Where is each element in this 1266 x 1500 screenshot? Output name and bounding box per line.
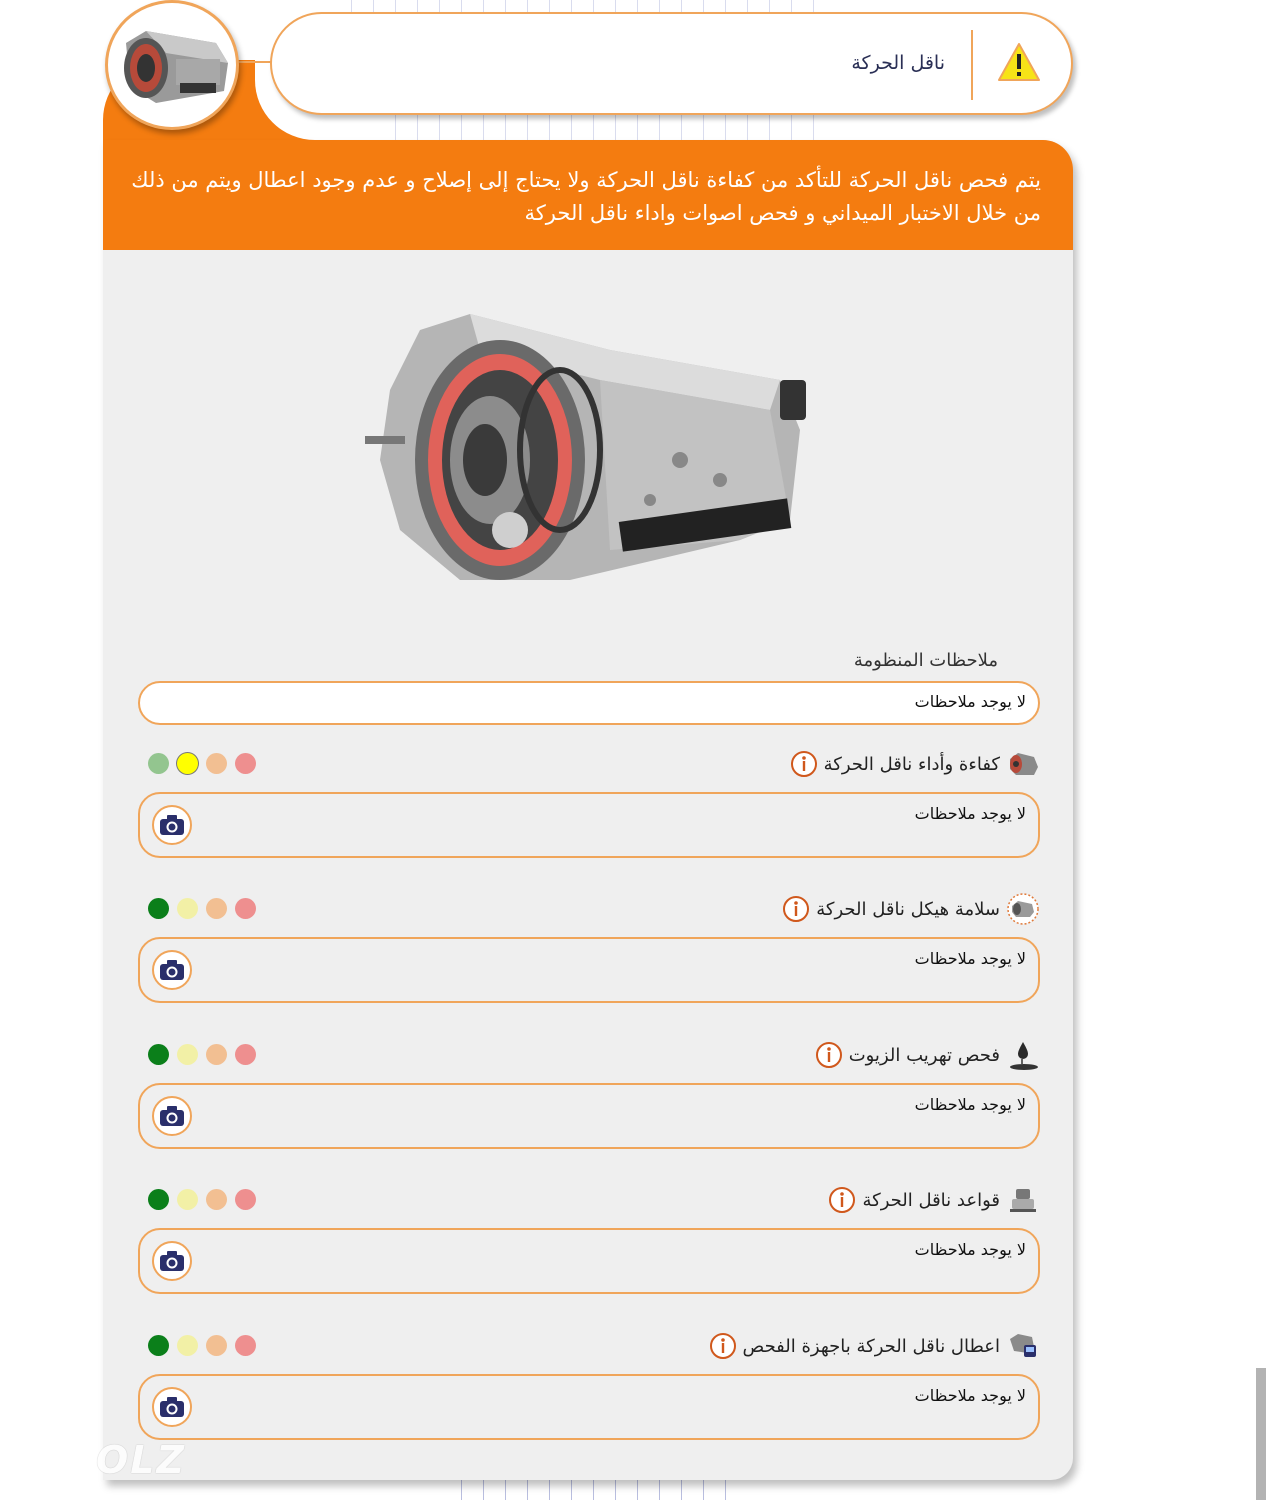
- rating-yellow[interactable]: [177, 1044, 198, 1065]
- note-value: لا يوجد ملاحظات: [914, 804, 1026, 823]
- background-pattern-bottom: [440, 1478, 740, 1500]
- rating-selector: [148, 1335, 256, 1356]
- info-icon[interactable]: [815, 1041, 843, 1069]
- section-title: ناقل الحركة: [851, 52, 945, 74]
- scrollbar-thumb[interactable]: [1256, 1368, 1266, 1500]
- inspection-item: [138, 746, 1040, 886]
- note-value: لا يوجد ملاحظات: [914, 1240, 1026, 1259]
- item-label: كفاءة وأداء ناقل الحركة: [823, 753, 1000, 775]
- oil-drop-icon: [1006, 1038, 1040, 1072]
- rating-orange[interactable]: [206, 753, 227, 774]
- transmission-thumbnail: [105, 0, 239, 130]
- system-notes-label: ملاحظات المنظومة: [853, 650, 998, 671]
- rating-selector: [148, 898, 256, 919]
- rating-orange[interactable]: [206, 1044, 227, 1065]
- rating-orange[interactable]: [206, 1335, 227, 1356]
- info-icon[interactable]: [790, 750, 818, 778]
- rating-red[interactable]: [235, 1044, 256, 1065]
- diagnostic-device-icon: [1006, 1329, 1040, 1363]
- rating-yellow[interactable]: [177, 898, 198, 919]
- item-label: فحص تهريب الزيوت: [848, 1044, 1000, 1066]
- rating-green[interactable]: [148, 1189, 169, 1210]
- camera-button[interactable]: [152, 1096, 192, 1136]
- rating-red[interactable]: [235, 898, 256, 919]
- note-field[interactable]: [138, 1374, 1040, 1440]
- rating-selector: [148, 1189, 256, 1210]
- rating-yellow[interactable]: [177, 1335, 198, 1356]
- item-label: سلامة هيكل ناقل الحركة: [816, 898, 1000, 920]
- inspection-item: [138, 1037, 1040, 1177]
- banner-description: يتم فحص ناقل الحركة للتأكد من كفاءة ناقل الحركة ولا يحتاج إلى إصلاح و عدم وجود اعطال ويتم من ذلك من خلال الاختبار الميداني و فحص اصوات واداء ناقل الحركة: [131, 168, 1041, 225]
- rating-red[interactable]: [235, 753, 256, 774]
- system-notes-value: لا يوجد ملاحظات: [914, 692, 1026, 711]
- rating-red[interactable]: [235, 1335, 256, 1356]
- camera-button[interactable]: [152, 1241, 192, 1281]
- note-field[interactable]: [138, 937, 1040, 1003]
- camera-icon: [159, 1250, 185, 1272]
- rating-green[interactable]: [148, 1044, 169, 1065]
- rating-orange[interactable]: [206, 1189, 227, 1210]
- rating-orange[interactable]: [206, 898, 227, 919]
- info-icon[interactable]: [828, 1186, 856, 1214]
- note-value: لا يوجد ملاحظات: [914, 1386, 1026, 1405]
- note-value: لا يوجد ملاحظات: [914, 1095, 1026, 1114]
- transmission-body-icon: [1006, 892, 1040, 926]
- inspection-item: [138, 891, 1040, 1031]
- rating-yellow[interactable]: [177, 753, 198, 774]
- mount-icon: [1006, 1183, 1040, 1217]
- item-label: قواعد ناقل الحركة: [862, 1189, 1000, 1211]
- warning-triangle-icon: [997, 42, 1041, 82]
- info-icon[interactable]: [782, 895, 810, 923]
- rating-selector: [148, 1044, 256, 1065]
- rating-red[interactable]: [235, 1189, 256, 1210]
- transmission-thumbnail-icon: [108, 3, 239, 130]
- note-value: لا يوجد ملاحظات: [914, 949, 1026, 968]
- rating-green[interactable]: [148, 753, 169, 774]
- inspection-item: [138, 1328, 1040, 1468]
- note-field[interactable]: [138, 1083, 1040, 1149]
- item-label: اعطال ناقل الحركة باجهزة الفحص: [742, 1335, 1000, 1357]
- note-field[interactable]: [138, 792, 1040, 858]
- rating-green[interactable]: [148, 898, 169, 919]
- info-icon[interactable]: [709, 1332, 737, 1360]
- rating-selector: [148, 753, 256, 774]
- description-banner: [103, 140, 1073, 250]
- camera-icon: [159, 814, 185, 836]
- camera-icon: [159, 959, 185, 981]
- camera-icon: [159, 1396, 185, 1418]
- transmission-cutaway-image: [360, 310, 810, 595]
- note-field[interactable]: [138, 1228, 1040, 1294]
- camera-button[interactable]: [152, 1387, 192, 1427]
- camera-button[interactable]: [152, 950, 192, 990]
- camera-button[interactable]: [152, 805, 192, 845]
- rating-yellow[interactable]: [177, 1189, 198, 1210]
- gearbox-icon: [1006, 747, 1040, 781]
- system-notes-field[interactable]: [138, 681, 1040, 725]
- camera-icon: [159, 1105, 185, 1127]
- rating-green[interactable]: [148, 1335, 169, 1356]
- section-header: [270, 12, 1073, 115]
- watermark-logo: OLZ: [96, 1438, 187, 1482]
- inspection-item: [138, 1182, 1040, 1322]
